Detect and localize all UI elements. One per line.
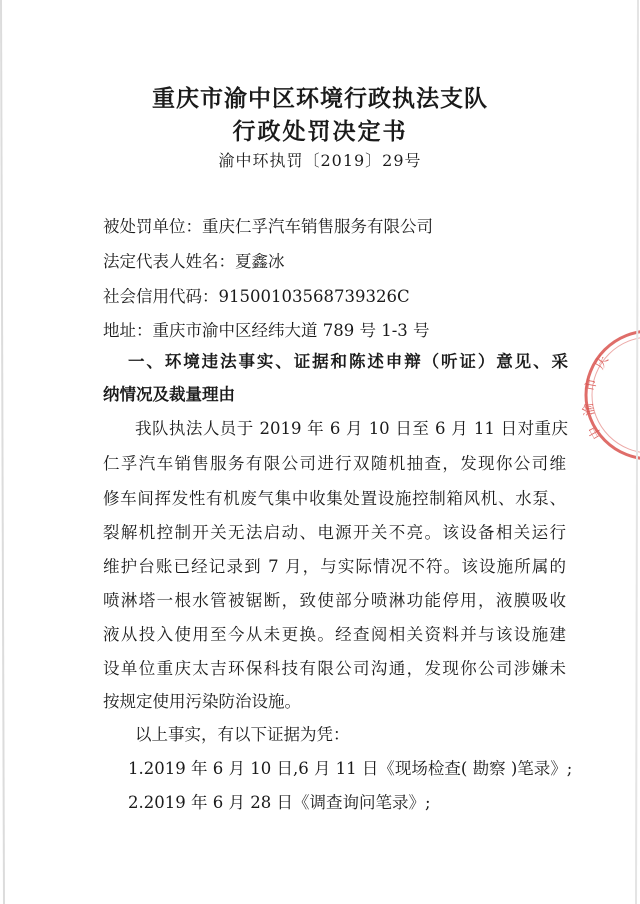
official-seal <box>580 320 640 470</box>
document-title-agency: 重庆市渝中区环境行政执法支队 <box>152 85 488 112</box>
paragraph-line: 按规定使用污染防治设施。 <box>103 692 301 711</box>
legal-representative: 法定代表人姓名：夏鑫冰 <box>103 252 285 271</box>
paragraph-line: 液从投入使用至今从未更换。经查阅相关资料并与该设施建 <box>103 625 566 644</box>
svg-text:庆: 庆 <box>592 353 612 372</box>
svg-text:中: 中 <box>585 422 606 442</box>
address: 地址：重庆市渝中区经纬大道 789 号 1-3 号 <box>103 321 430 340</box>
paragraph-line: 仁孚汽车销售服务有限公司进行双随机抽查，发现你公司维 <box>103 454 566 473</box>
document-title-type: 行政处罚决定书 <box>232 118 408 145</box>
evidence-item: 2.2019 年 6 月 28 日《调查询问笔录》; <box>128 793 431 812</box>
paragraph-line: 喷淋塔一根水管被锯断，致使部分喷淋功能停用，液膜吸收 <box>103 591 566 610</box>
paragraph-line: 维护台账已经记录到 7 月，与实际情况不符。该设施所属的 <box>103 557 566 576</box>
document-number: 渝中环执罚〔2019〕29号 <box>218 151 422 170</box>
svg-text:市: 市 <box>583 377 601 393</box>
evidence-item: 1.2019 年 6 月 10 日,6 月 11 日《现场检查( 勘察 )笔录》; <box>128 759 573 778</box>
section-heading-line1: 一、环境违法事实、证据和陈述申辩（听证）意见、采 <box>128 352 568 371</box>
penalized-unit: 被处罚单位：重庆仁孚汽车销售服务有限公司 <box>103 217 433 236</box>
svg-text:渝: 渝 <box>580 401 598 417</box>
evidence-intro: 以上事实，有以下证据为凭： <box>135 725 350 744</box>
credit-code: 社会信用代码：91500103568739326C <box>103 287 410 306</box>
paragraph-line: 修车间挥发性有机废气集中收集处置设施控制箱风机、水泵、 <box>103 489 566 508</box>
paragraph-line: 设单位重庆太吉环保科技有限公司沟通，发现你公司涉嫌未 <box>103 659 566 678</box>
section-heading-line2: 纳情况及裁量理由 <box>103 385 235 404</box>
paragraph-line: 我队执法人员于 2019 年 6 月 10 日至 6 月 11 日对重庆 <box>135 419 568 438</box>
paragraph-line: 裂解机控制开关无法启动、电源开关不亮。该设备相关运行 <box>103 523 566 542</box>
